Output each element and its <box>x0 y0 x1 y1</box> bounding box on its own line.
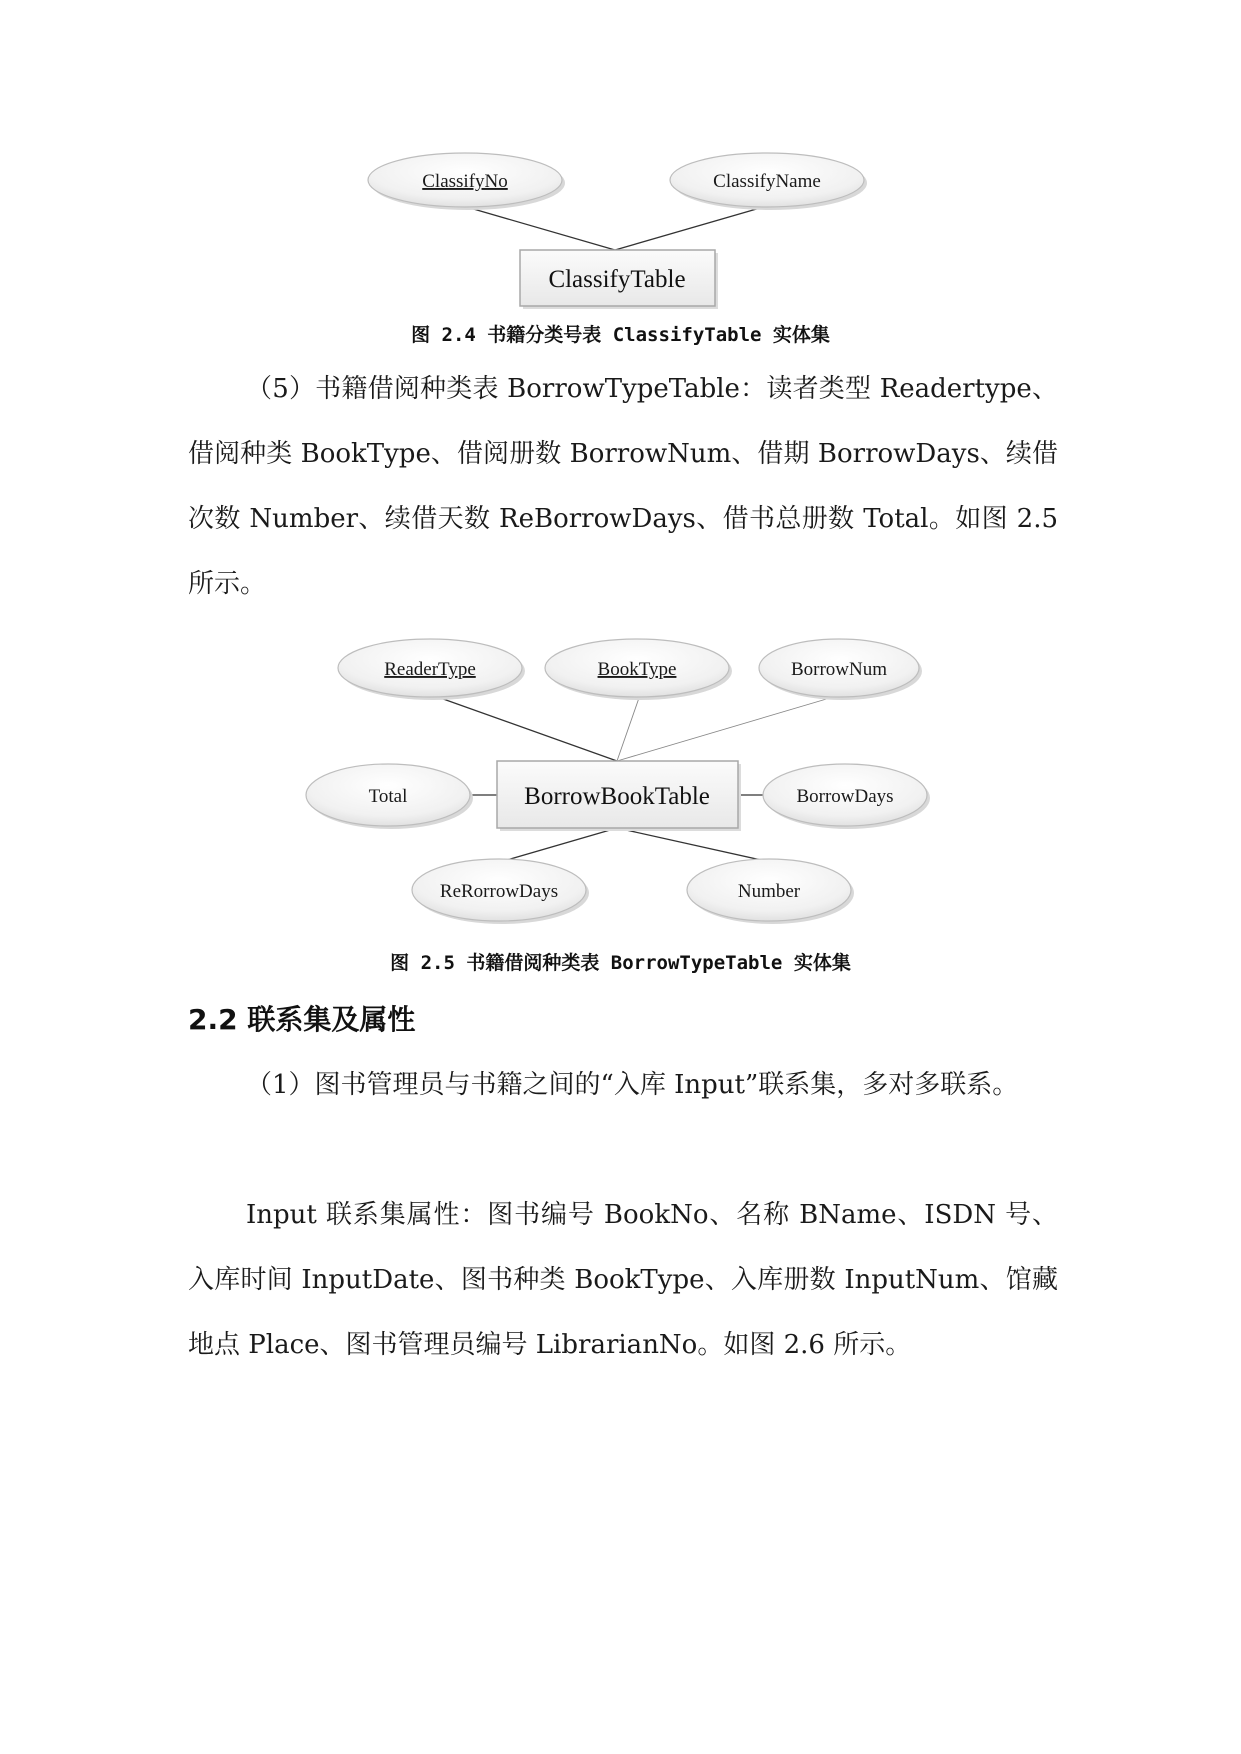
connector-line <box>432 695 617 761</box>
connector-line <box>617 695 640 761</box>
attribute-ellipse-borrownum <box>759 639 922 700</box>
connector-line <box>500 828 617 862</box>
attribute-ellipse-booktype <box>545 639 732 700</box>
attribute-ellipse-readertype <box>338 639 525 700</box>
attribute-ellipse-rerorrowdays <box>412 859 589 924</box>
entity-box-classifytable <box>520 250 718 309</box>
attribute-label: BorrowDays <box>796 786 894 807</box>
attribute-label: ReaderType <box>384 659 476 680</box>
attribute-label: Number <box>737 881 801 902</box>
attribute-ellipse-borrowdays <box>763 764 930 829</box>
er-diagram-borrowbook <box>0 628 1241 938</box>
attribute-label: ReRorrowDays <box>439 881 559 902</box>
attribute-label: BorrowNum <box>790 659 888 680</box>
body-paragraph: （1）图书管理员与书籍之间的“入库 Input”联系集，多对多联系。 <box>246 1070 1019 1100</box>
attribute-ellipse-classifyname <box>670 153 867 210</box>
body-paragraph: Input 联系集属性：图书编号 BookNo、名称 BName、ISDN 号、入库时间 InputDate、图书种类 BookType、入库册数 InputNum、馆藏地点 Place、图书管理员编号 LibrarianNo。如图 2.6 所示。 <box>188 1200 1058 1360</box>
section-heading: 2.2 联系集及属性 <box>188 1003 416 1036</box>
entity-label: ClassifyTable <box>548 266 686 293</box>
figure-caption: 图 2.5 书籍借阅种类表 BorrowTypeTable 实体集 <box>390 952 851 974</box>
attribute-ellipse-classifyno <box>368 153 565 210</box>
entity-label: BorrowBookTable <box>524 783 710 810</box>
connector-line <box>617 828 770 862</box>
attribute-label: ClassifyNo <box>422 171 508 192</box>
figure-caption: 图 2.4 书籍分类号表 ClassifyTable 实体集 <box>411 324 830 346</box>
attribute-ellipse-number <box>687 859 854 924</box>
attribute-label: Total <box>368 786 408 807</box>
attribute-label: ClassifyName <box>713 171 821 192</box>
entity-box-borrowbooktable <box>497 761 741 831</box>
figure-2-5 <box>0 628 1241 938</box>
figure-2-4 <box>0 140 1241 310</box>
connector-line <box>615 208 760 250</box>
body-paragraph: （5）书籍借阅种类表 BorrowTypeTable：读者类型 Readertype、借阅种类 BookType、借阅册数 BorrowNum、借期 BorrowDays、续借次数 Number、续借天数 ReBorrowDays、借书总册数 Total。如图 2.5 所示。 <box>188 374 1058 599</box>
attribute-label: BookType <box>597 659 677 680</box>
attribute-ellipse-total <box>306 764 473 829</box>
er-diagram-classify <box>0 140 1241 310</box>
connector-line <box>470 208 615 250</box>
connector-line <box>617 695 840 761</box>
